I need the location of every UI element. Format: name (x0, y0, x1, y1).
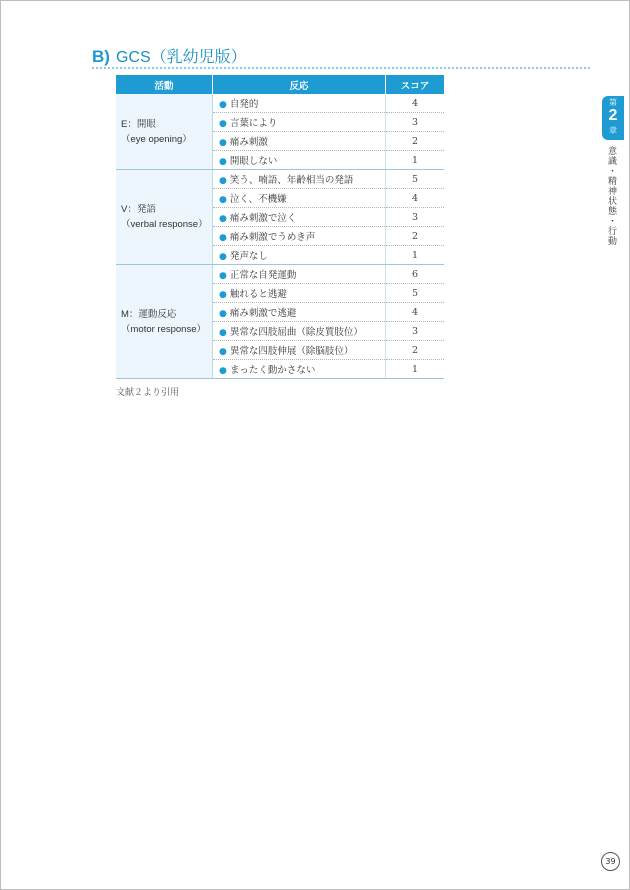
score-cell: 4 (386, 94, 445, 113)
chapter-tab (602, 96, 624, 140)
response-cell: ● 異常な四肢屈曲（除皮質肢位） (213, 322, 386, 341)
page-number: 39 (601, 852, 620, 871)
score-cell: 4 (386, 303, 445, 322)
bullet-icon: ● (219, 138, 227, 148)
activity-sublabel: （eye opening） (121, 133, 192, 145)
bullet-icon: ● (219, 309, 227, 319)
score-cell: 3 (386, 113, 445, 132)
bullet-icon: ● (219, 100, 227, 110)
score-cell: 3 (386, 322, 445, 341)
activity-label: V：発語 (121, 204, 156, 215)
section-letter: B) (92, 47, 110, 66)
response-cell: ● 触れると逃避 (213, 284, 386, 303)
response-cell: ● まったく動かさない (213, 360, 386, 379)
bullet-icon: ● (219, 214, 227, 224)
score-cell: 2 (386, 341, 445, 360)
section-heading (92, 44, 247, 67)
response-cell: ● 自発的 (213, 94, 386, 113)
bullet-icon: ● (219, 290, 227, 300)
response-cell: ● 痛み刺激で泣く (213, 208, 386, 227)
response-cell: ● 開眼しない (213, 151, 386, 170)
response-cell: ● 痛み刺激 (213, 132, 386, 151)
response-cell: ● 正常な自発運動 (213, 265, 386, 284)
chapter-number: 2 (608, 107, 618, 124)
response-cell: ● 痛み刺激で逃避 (213, 303, 386, 322)
table-row (116, 265, 444, 284)
chapter-title: 意識・精神状態・行動 (607, 146, 617, 246)
activity-motor-response (116, 265, 213, 379)
score-cell: 6 (386, 265, 445, 284)
score-cell: 2 (386, 227, 445, 246)
response-cell: ● 痛み刺激でうめき声 (213, 227, 386, 246)
bullet-icon: ● (219, 195, 227, 205)
activity-eye-opening (116, 94, 213, 170)
bullet-icon: ● (219, 328, 227, 338)
table-header-row (116, 75, 444, 94)
activity-verbal-response (116, 170, 213, 265)
response-cell: ● 言葉により (213, 113, 386, 132)
table-row (116, 94, 444, 113)
response-cell: ● 笑う、喃語、年齢相当の発語 (213, 170, 386, 189)
bullet-icon: ● (219, 176, 227, 186)
score-cell: 1 (386, 151, 445, 170)
bullet-icon: ● (219, 366, 227, 376)
heading-dotted-rule (92, 67, 590, 69)
activity-sublabel: （verbal response） (121, 219, 208, 230)
score-cell: 2 (386, 132, 445, 151)
score-cell: 1 (386, 246, 445, 265)
bullet-icon: ● (219, 347, 227, 357)
table-row (116, 170, 444, 189)
gcs-table (116, 75, 444, 379)
source-note: 文献２より引用 (116, 387, 180, 397)
bullet-icon: ● (219, 271, 227, 281)
bullet-icon: ● (219, 233, 227, 243)
activity-label: E：開眼 (121, 118, 156, 130)
response-cell: ● 発声なし (213, 246, 386, 265)
score-cell: 5 (386, 170, 445, 189)
bullet-icon: ● (219, 252, 227, 262)
activity-sublabel: （motor response） (121, 323, 207, 335)
chapter-prefix: 第 (609, 98, 617, 107)
response-cell: ● 泣く、不機嫌 (213, 189, 386, 208)
chapter-suffix: 章 (609, 126, 617, 135)
score-cell: 4 (386, 189, 445, 208)
section-title: GCS（乳幼児版） (115, 49, 247, 66)
header-score: スコア (386, 75, 445, 94)
bullet-icon: ● (219, 157, 227, 167)
score-cell: 3 (386, 208, 445, 227)
header-activity: 活動 (116, 75, 213, 94)
score-cell: 5 (386, 284, 445, 303)
bullet-icon: ● (219, 119, 227, 129)
score-cell: 1 (386, 360, 445, 379)
header-response: 反応 (213, 75, 386, 94)
response-cell: ● 異常な四肢伸展（除脳肢位） (213, 341, 386, 360)
activity-label: M：運動反応 (121, 308, 177, 320)
